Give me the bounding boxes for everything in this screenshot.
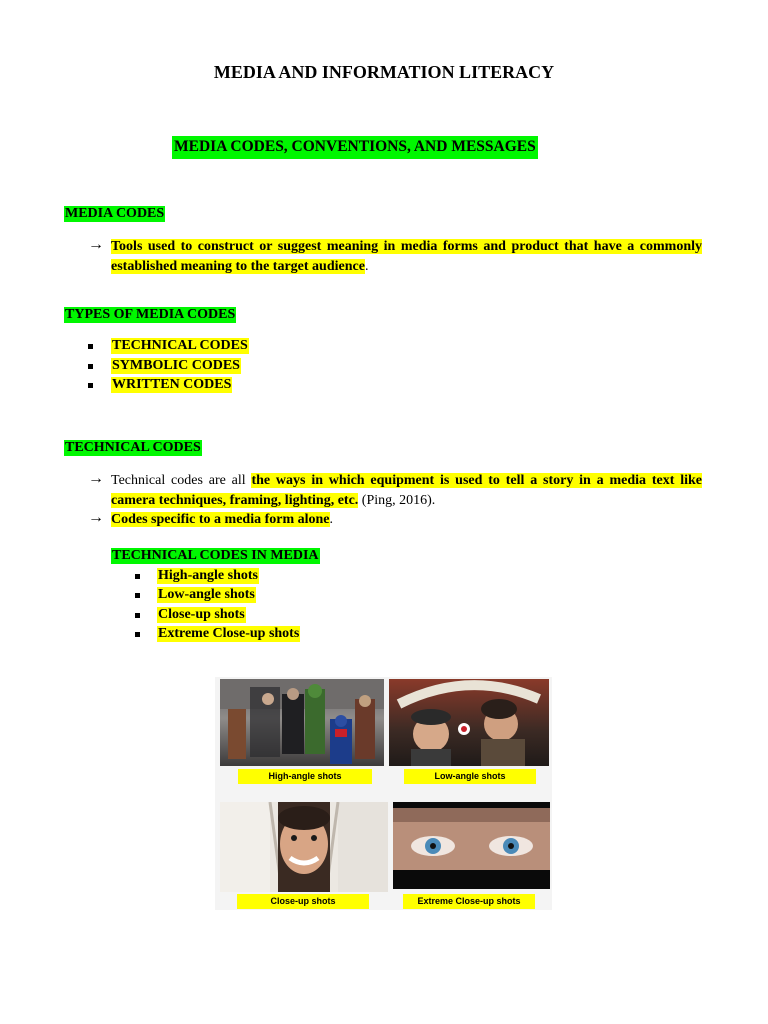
point2-end: . bbox=[329, 512, 334, 527]
shot-item: Extreme Close-up shots bbox=[158, 626, 300, 641]
square-bullet bbox=[135, 593, 140, 598]
square-bullet bbox=[135, 632, 140, 637]
square-bullet bbox=[88, 364, 93, 369]
definition-end: . bbox=[364, 258, 369, 274]
document-title: MEDIA AND INFORMATION LITERACY bbox=[213, 62, 555, 82]
point1-end: (Ping, 2016). bbox=[358, 492, 436, 508]
heading-technical-codes: TECHNICAL CODES bbox=[65, 440, 201, 455]
caption-low-angle: Low-angle shots bbox=[404, 769, 536, 784]
square-bullet bbox=[88, 344, 93, 349]
low-angle-shot-image bbox=[389, 679, 549, 766]
heading-types-of-media-codes: TYPES OF MEDIA CODES bbox=[65, 307, 236, 322]
arrow-bullet: → bbox=[88, 509, 104, 526]
media-codes-definition bbox=[111, 237, 702, 276]
point1-start: Technical codes are all bbox=[111, 473, 252, 488]
shot-item: High-angle shots bbox=[158, 568, 258, 583]
heading-technical-codes-in-media: TECHNICAL CODES IN MEDIA bbox=[112, 548, 319, 563]
close-up-shot-image bbox=[220, 802, 388, 892]
extreme-close-up-shot-image bbox=[393, 802, 550, 889]
heading-media-codes: MEDIA CODES bbox=[65, 206, 165, 221]
arrow-bullet: → bbox=[88, 236, 104, 253]
document-subtitle: MEDIA CODES, CONVENTIONS, AND MESSAGES bbox=[172, 136, 538, 159]
point2-bold: Codes specific to a media form alone bbox=[111, 512, 330, 527]
shot-item: Close-up shots bbox=[158, 607, 245, 622]
definition-bold: Tools used to construct or suggest meaning in media forms and product that have a commonly established meaning to the target audience bbox=[111, 239, 702, 274]
square-bullet bbox=[88, 383, 93, 388]
shot-item: Low-angle shots bbox=[158, 587, 255, 602]
arrow-bullet: → bbox=[88, 470, 104, 487]
technical-point-2 bbox=[111, 510, 333, 530]
point1-bold: the ways in which equipment is used to tell a story in a media text like camera techniques, framing, lighting, etc. bbox=[111, 473, 702, 508]
square-bullet bbox=[135, 613, 140, 618]
high-angle-shot-image bbox=[220, 679, 384, 766]
caption-high-angle: High-angle shots bbox=[238, 769, 372, 784]
type-item: TECHNICAL CODES bbox=[112, 338, 248, 353]
type-item: WRITTEN CODES bbox=[112, 377, 232, 392]
technical-point-1 bbox=[111, 471, 702, 510]
square-bullet bbox=[135, 574, 140, 579]
type-item: SYMBOLIC CODES bbox=[112, 358, 240, 373]
caption-extreme-close-up: Extreme Close-up shots bbox=[403, 894, 535, 909]
caption-close-up: Close-up shots bbox=[237, 894, 369, 909]
shots-figure bbox=[215, 677, 552, 910]
